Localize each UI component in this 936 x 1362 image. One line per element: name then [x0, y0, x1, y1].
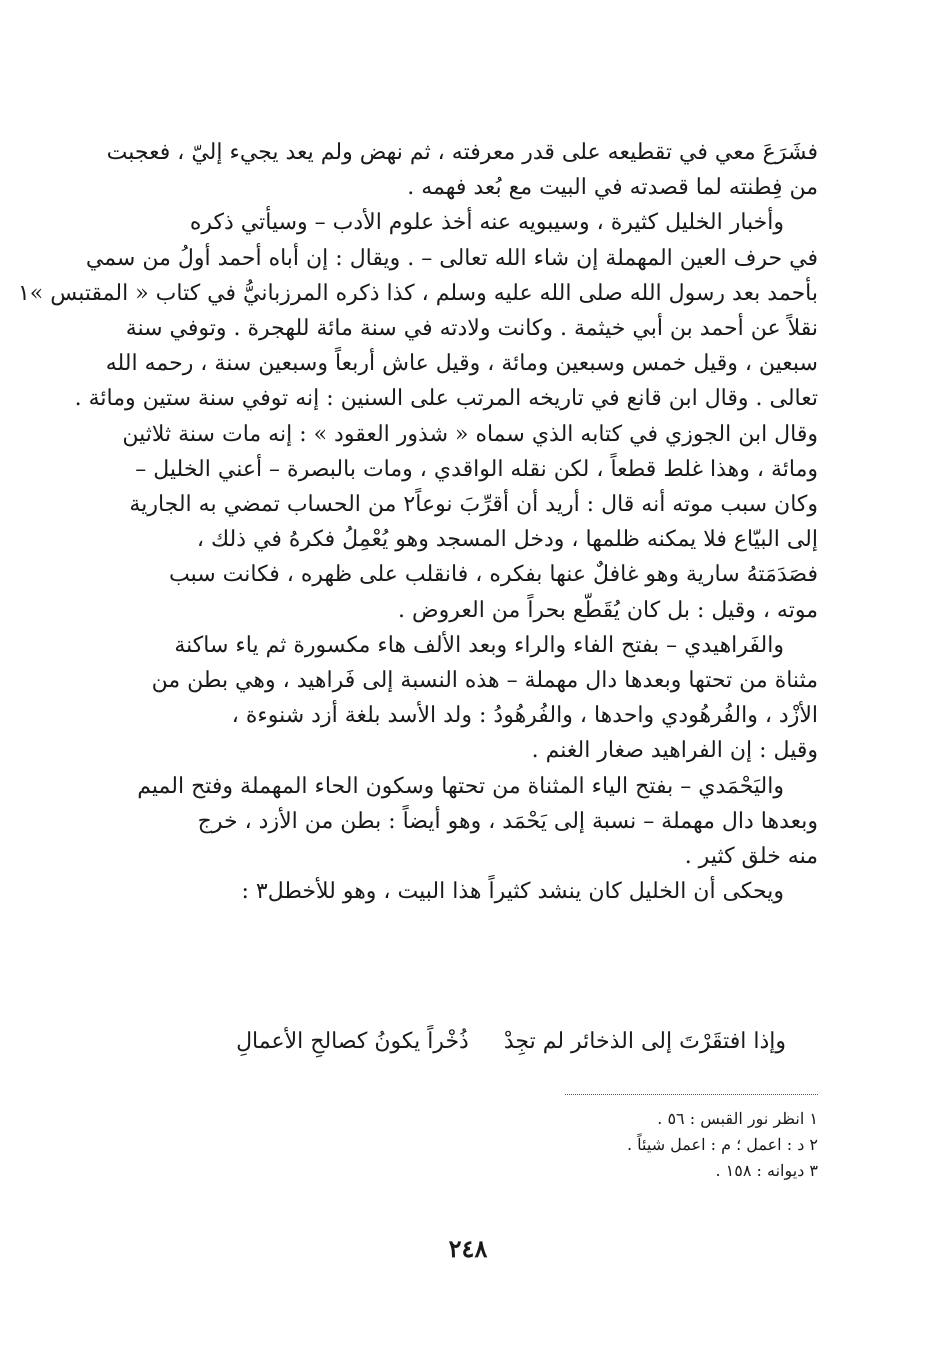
footnote-1: ١ انظر نور القبس : ٥٦ .: [657, 1109, 818, 1128]
text-line: وكان سبب موته أنه قال : أريد أن أقرِّبَ نوعاً٢ من الحساب تمضي به الجارية: [129, 492, 818, 518]
text-line: مثناة من تحتها وبعدها دال مهملة – هذه النسبة إلى فَراهيد ، وهي بطن من: [151, 668, 818, 694]
text-line: فصَدَمَتهُ سارية وهو غافلٌ عنها بفكره ، فانقلب على ظهره ، فكانت سبب: [169, 562, 818, 588]
footnote-separator: [565, 1094, 818, 1095]
text-line: وقال ابن الجوزي في كتابه الذي سماه « شذور العقود » : إنه مات سنة ثلاثين: [122, 421, 818, 447]
poetry-verse: [130, 1024, 820, 1060]
footnote-3: ٣ ديوانه : ١٥٨ .: [715, 1161, 818, 1180]
text-line: منه خلق كثير .: [684, 844, 818, 870]
text-line: والفَراهيدي – بفتح الفاء والراء وبعد الألف هاء مكسورة ثم ياء ساكنة: [174, 632, 784, 658]
footnotes: [500, 1106, 818, 1184]
text-line: واليَحْمَدي – بفتح الياء المثناة من تحتها وسكون الحاء المهملة وفتح الميم: [137, 773, 784, 799]
text-line: في حرف العين المهملة إن شاء الله تعالى – . ويقال : إن أباه أحمد أولُ من سمي: [85, 245, 818, 271]
text-line: سبعين ، وقيل خمس وسبعين ومائة ، وقيل عاش أربعاً وسبعين سنة ، رحمه الله: [105, 351, 818, 377]
page-number: ٢٤٨: [448, 1234, 488, 1263]
text-line: وأخبار الخليل كثيرة ، وسيبويه عنه أخذ علوم الأدب – وسيأتي ذكره: [189, 210, 784, 236]
text-line: وبعدها دال مهملة – نسبة إلى يَحْمَد ، وهو أيضاً : بطن من الأزد ، خرج: [197, 808, 818, 834]
text-line: تعالى . وقال ابن قانع في تاريخه المرتب على السنين : إنه توفي سنة ستين ومائة .: [74, 386, 818, 412]
text-line: نقلاً عن أحمد بن أبي خيثمة . وكانت ولادته في سنة مائة للهجرة . وتوفي سنة: [125, 316, 818, 342]
text-line: ويحكى أن الخليل كان ينشد كثيراً هذا البيت ، وهو للأخطل٣ :: [241, 879, 784, 905]
footnote-2: ٢ د : اعمل ؛ م : اعمل شيئاً .: [626, 1135, 818, 1154]
text-line: وقيل : إن الفراهيد صغار الغنم .: [531, 738, 818, 764]
main-text: [17, 135, 818, 909]
text-line: إلى البيّاع فلا يمكنه ظلمها ، ودخل المسجد وهو يُعْمِلُ فكرهُ في ذلك ،: [196, 527, 818, 553]
text-line: فشَرَعَ معي في تقطيعه على قدر معرفته ، ثم نهض ولم يعد يجيء إليّ ، فعجبت: [106, 140, 818, 165]
text-line: من فِطنته لما قصدته في البيت مع بُعد فهمه .: [407, 175, 818, 201]
verse-second-hemistich: ذُخْراً يكونُ كصالحِ الأعمالِ: [236, 1029, 469, 1054]
text-line: الأزْد ، والفُرهُودي واحدها ، والفُرهُودُ : ولد الأسد بلغة أزد شنوءة ،: [231, 703, 818, 729]
verse-first-hemistich: وإذا افتقَرْتَ إلى الذخائر لم تجِدْ: [503, 1029, 786, 1054]
text-line: ومائة ، وهذا غلط قطعاً ، لكن نقله الواقدي ، ومات بالبصرة – أعني الخليل –: [135, 456, 818, 482]
text-line: موته ، وقيل : بل كان يُقَطّع بحراً من العروض .: [398, 597, 818, 623]
text-line: بأحمد بعد رسول الله صلى الله عليه وسلم ، كذا ذكره المرزبانيُّ في كتاب « المقتبس »١: [17, 280, 818, 306]
